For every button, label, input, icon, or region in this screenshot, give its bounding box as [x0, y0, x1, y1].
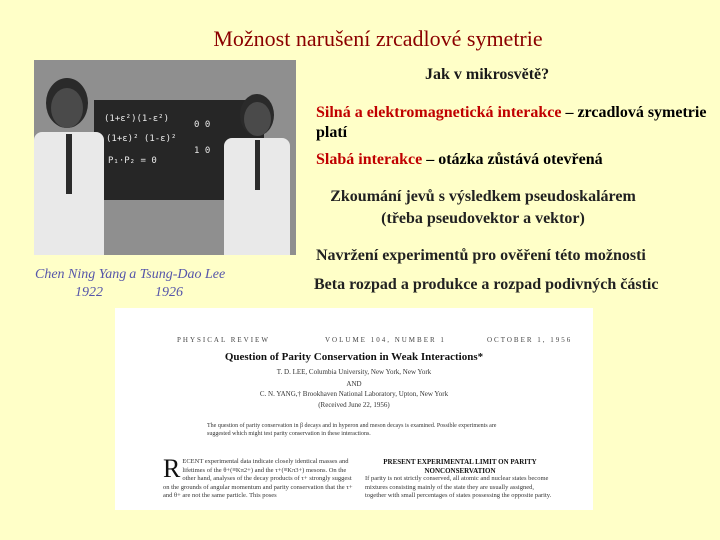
- paper-and: AND: [346, 380, 362, 388]
- caption-name-lee: a Tsung-Dao Lee: [129, 267, 226, 282]
- question-text: Jak v mikrosvětě?: [425, 66, 550, 83]
- paper-author-2: C. N. YANG,† Brookhaven National Laboratory, Upton, New York: [259, 390, 449, 398]
- paper-column-1-text: ECENT experimental data indicate closely identical masses and lifetimes of the θ+(≡Kπ2+) and the τ+(≡Kπ3+) mesons. On the other hand, analyses of the decay products of τ+ strongly suggest on the grounds of angular momentum and parity conservation that the τ+ and θ+ are not the same particle. This poses: [163, 458, 353, 499]
- journal-volume: VOLUME 104, NUMBER 1: [325, 336, 446, 344]
- slide-title: Možnost narušení zrcadlové symetrie: [213, 26, 543, 51]
- paper-dropcap: R: [163, 454, 181, 483]
- blackboard: (1+ε²)(1-ε²) (1+ε)² (1-ε)² P₁·P₂ = 0 0 0 1 0: [94, 100, 264, 200]
- physicists-photo: [34, 60, 296, 255]
- strong-interaction-label: Silná a elektromagnetická interakce: [316, 104, 562, 121]
- paper-column-2-title: PRESENT EXPERIMENTAL LIMIT ON PARITY NONCONSERVATION: [383, 458, 537, 475]
- journal-date: OCTOBER 1, 1956: [487, 336, 573, 344]
- paper-abstract: The question of parity conservation in β decays and in hyperon and meson decays is examined. Possible experiments are suggested which might test parity conservation in these interactions.: [207, 423, 497, 437]
- beta-decay-statement: Beta rozpad a produkce a rozpad podivných částic: [314, 276, 659, 293]
- research-line-1: Zkoumání jevů s výsledkem pseudoskalárem: [330, 188, 636, 205]
- weak-interaction-rest: – otázka zůstává otevřená: [422, 151, 603, 168]
- research-line-2: (třeba pseudovektor a vektor): [381, 210, 585, 227]
- paper-title: Question of Parity Conservation in Weak Interactions*: [224, 351, 484, 363]
- paper-excerpt: [115, 308, 593, 510]
- caption-name-yang: Chen Ning Yang: [35, 267, 127, 282]
- research-statement: [313, 186, 653, 230]
- paper-column-1: [163, 454, 353, 501]
- proposal-statement: Navržení experimentů pro ověření této možnosti: [316, 247, 646, 264]
- strong-interaction-rest: – zrcadlová symetrie platí: [316, 104, 707, 141]
- paper-column-2-text: If parity is not strictly conserved, all atomic and nuclear states become mixtures consisting mainly of the state they are usually assigned, together with small percentages of states possessing the opposite parity.: [365, 475, 552, 499]
- paper-received: (Received June 22, 1956): [318, 401, 390, 409]
- paper-author-1: T. D. LEE, Columbia University, New York, New York: [276, 368, 432, 376]
- paper-column-2: [365, 458, 555, 501]
- weak-interaction-label: Slabá interakce: [316, 151, 423, 168]
- strong-interaction-statement: [316, 103, 716, 143]
- photo-caption: [35, 266, 245, 302]
- journal-name: PHYSICAL REVIEW: [177, 336, 270, 344]
- weak-interaction-statement: [316, 151, 603, 169]
- caption-year-yang: 1922: [75, 285, 103, 300]
- caption-year-lee: 1926: [155, 285, 183, 300]
